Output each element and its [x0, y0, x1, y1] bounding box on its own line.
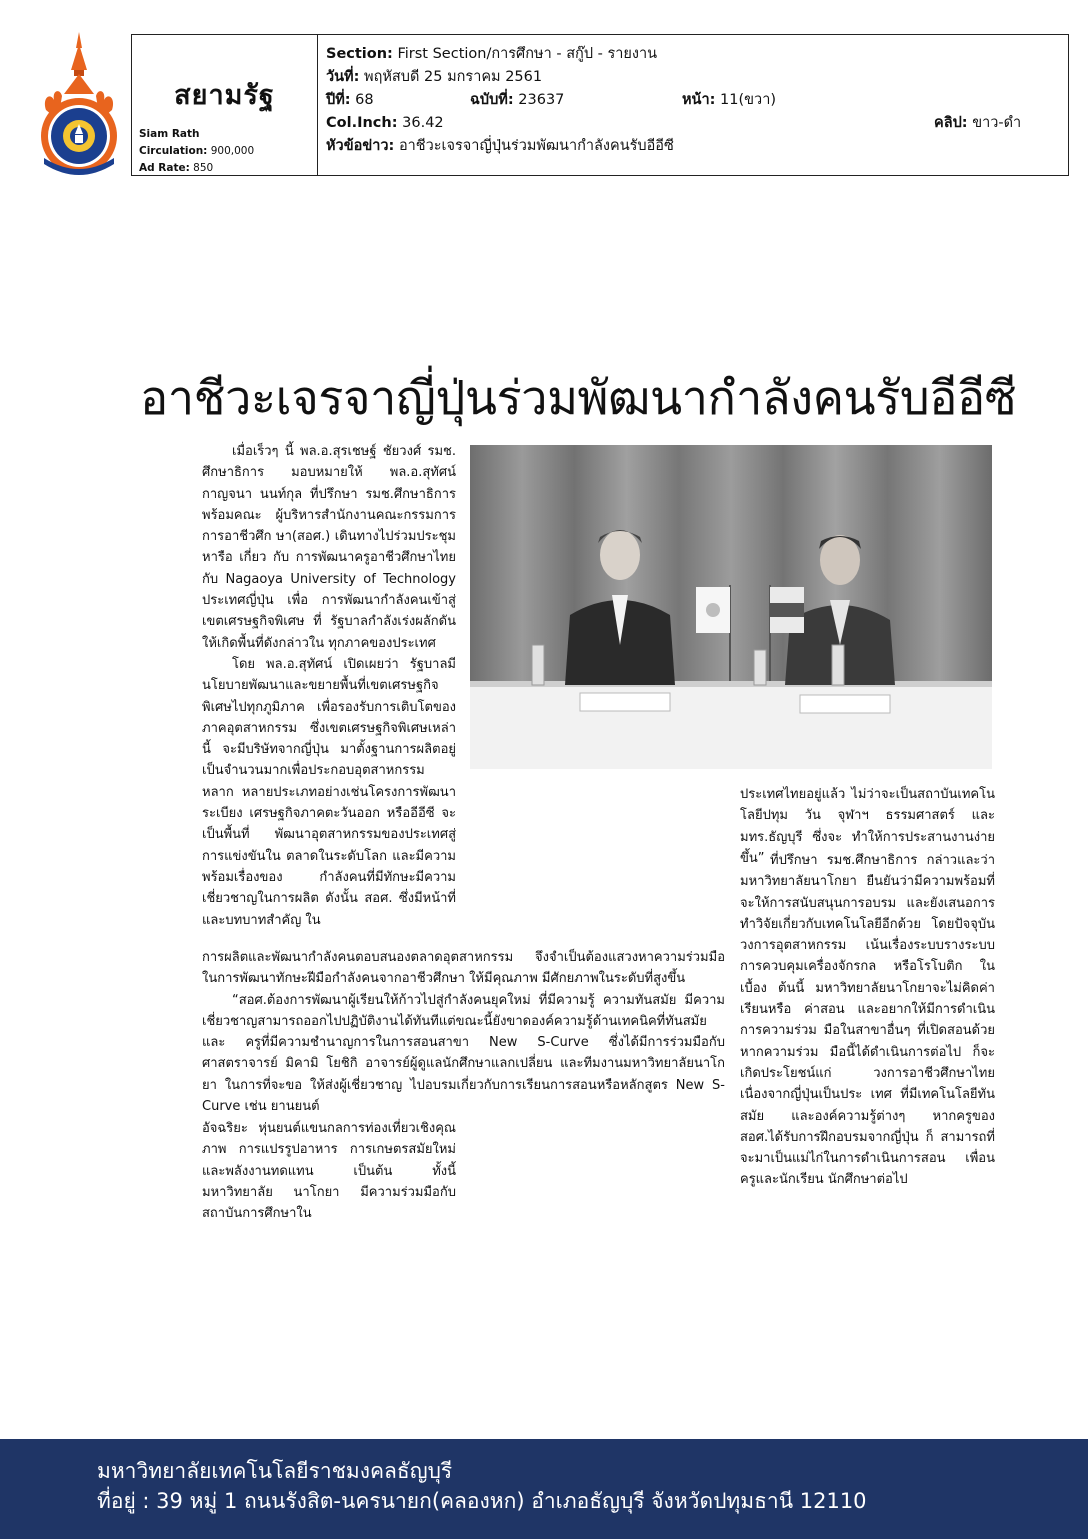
page-value: 11(ขวา) [720, 92, 776, 108]
circulation-value: 900,000 [210, 145, 255, 157]
section-value: First Section/การศึกษา - สกู๊ป - รายงาน [397, 46, 658, 62]
clipping-details [326, 43, 1060, 158]
colinch-value: 36.42 [402, 115, 444, 131]
issue-row [326, 89, 1060, 112]
article-paragraph: การผลิตและพัฒนากำลังคนตอบสนองตลาดอุตสาหกรรม จึงจำเป็นต้องแสวงหาความร่วมมือ ในการพัฒนาทักษะฝีมือกำลังคนจากอาชีวศึกษา ให้มีคุณภาพ มีศักยภาพในระดับที่สูงขึ้น [202, 950, 725, 987]
colinch-row [326, 112, 1060, 135]
ad-rate-value: 850 [193, 162, 214, 174]
article-column-left [202, 441, 456, 931]
topic-value: อาชีวะเจรจาญี่ปุ่นร่วมพัฒนากำลังคนรับอีอีซี [398, 138, 674, 154]
date-value: พฤหัสบดี 25 มกราคม 2561 [364, 69, 543, 85]
article-paragraph: เมื่อเร็วๆ นี้ พล.อ.สุรเชษฐ์ ชัยวงศ์ รมช. ศึกษาธิการ มอบหมายให้ พล.อ.สุทัศน์ กาญจนา นนท์กุล ที่ปรึกษา รมช.ศึกษาธิการ พร้อมคณะ ผู้บริหารสำนักงานคณะกรรมการการอาชีวศึก ษา(สอศ.) เดินทางไปร่วมประชุมหารือ เกี่ยว กับ การพัฒนาครูอาชีวศึกษาไทย กับ Nagaoya University of Technology ประเทศญี่ปุ่น เพื่อ การพัฒนากำลังคนเข้าสู่เขตเศรษฐกิจพิเศษ ที่ รัฐบาลกำลังเร่งผลักดันให้เกิดพื้นที่ดังกล่าวใน ทุกภาคของประเทศ [202, 444, 456, 651]
newspaper-meta [139, 126, 254, 177]
article-paragraph: โดย พล.อ.สุทัศน์ เปิดเผยว่า รัฐบาลมี นโยบายพัฒนาและขยายพื้นที่เขตเศรษฐกิจ พิเศษไปทุกภูมิภาค เพื่อรองรับการเติบโตของ ภาคอุตสาหกรรม ซึ่งเขตเศรษฐกิจพิเศษเหล่า นี้ จะมีบริษัทจากญี่ปุ่น มาตั้งฐานการผลิตอยู่ เป็นจำนวนมากเพื่อประกอบอุตสาหกรรมหลาก หลายประเภทอย่างเช่นโครงการพัฒนาระเบียง เศรษฐกิจภาคตะวันออก หรืออีอีซี จะเป็นพื้นที่ พัฒนาอุตสาหกรรมของประเทศสู่การแข่งขันใน ตลาดในระดับโลก และมีความพร้อมเรื่องของ กำลังคนที่มีทักษะมีความเชี่ยวชาญในการผลิต ดังนั้น สอศ. ซึ่งมีหน้าที่และบทบาทสำคัญ ใน [202, 656, 456, 928]
article-paragraph: อัจฉริยะ หุ่นยนต์แขนกลการท่องเที่ยวเชิงคุณ ภาพ การแปรรูปอาหาร การเกษตรสมัยใหม่ และพลังงานทดแทน เป็นต้น ทั้งนี้ มหาวิทยาลัย นาโกยา มีความร่วมมือกับสถาบันการศึกษาใน [202, 1121, 456, 1222]
year-label: ปีที่: [326, 92, 351, 108]
section-label: Section: [326, 46, 393, 62]
article-paragraph: “สอศ.ต้องการพัฒนาผู้เรียนให้ก้าวไปสู่กำลังคนยุคใหม่ ที่มีความรู้ ความทันสมัย มีความ เชี่ยวชาญสามารถออกไปปฏิบัติงานได้ทันทีแต่ขณะนี้ยังขาดองค์ความรู้ด้านเทคนิคที่ทันสมัย และ ครูที่มีความชำนาญการในการสอนสาขา New S-Curve ซึ่งได้มีการร่วมมือกับ ศาสตราจารย์ มิคามิ โยชิกิ อาจารย์ผู้ดูแลนักศึกษาแลกเปลี่ยน และทีมงานมหาวิทยาลัยนาโกยา ในการที่จะขอ ให้ส่งผู้เชี่ยวชาญ ไปอบรมเกี่ยวกับการเรียนการสอนหรือหลักสูตร New S-Curve เช่น ยานยนต์ [202, 992, 725, 1115]
ad-rate-label: Ad Rate: [139, 162, 190, 174]
article-column-right [740, 850, 995, 1191]
article-paragraph: ที่ปรึกษา รมช.ศึกษาธิการ กล่าวและว่า มหาวิทยาลัยนาโกยา ยืนยันว่ามีความพร้อมที่ จะให้การสนับสนุนการอบรม และยังเสนอการ ทำวิจัยเกี่ยวกับเทคโนโลยีอีกด้วย โดยปัจจุบัน วงการอุตสาหกรรม เน้นเรื่องระบบรางระบบ การควบคุมเครื่องจักรกล หรือโรโบติก ในเบื้อง ต้นนี้ มหาวิทยาลัยนาโกยาจะไม่คิดค่าเรียนหรือ ค่าสอน และอยากให้มีการดำเนินการความร่วม มือในสาขาอื่นๆ ที่เปิดสอนด้วย หากความร่วม มือนี้ได้ดำเนินการต่อไป ก็จะเกิดประโยชน์แก่ วงการอาชีวศึกษาไทย เนื่องจากญี่ปุ่นเป็นประ เทศ ที่มีเทคโนโลยีทันสมัย และองค์ความรู้ต่างๆ หากครูของ สอศ.ได้รับการฝึกอบรมจากญี่ปุ่น ก็ สามารถที่จะมาเป็นแม่ไก่ในการดำเนินการสอน เพื่อนครูและนักเรียน นักศึกษาต่อไป [740, 853, 995, 1188]
clipping-header [131, 34, 1069, 176]
newspaper-info [132, 35, 318, 175]
issue-label: ฉบับที่: [470, 92, 514, 108]
topic-row [326, 135, 1060, 158]
meeting-photo [470, 445, 992, 769]
paper-en-name: Siam Rath [139, 128, 200, 140]
newspaper-name: สยามรัฐ [174, 80, 275, 111]
university-emblem-icon [38, 30, 120, 178]
colinch-label: Col.Inch: [326, 115, 398, 131]
year-value: 68 [355, 92, 374, 108]
footer-address: ที่อยู่ : 39 หมู่ 1 ถนนรังสิต-นครนายก(คลองหก) อำเภอธัญบุรี จังหวัดปทุมธานี 12110 [97, 1489, 867, 1513]
article-column-bottom-left [202, 1118, 456, 1224]
date-row [326, 66, 1060, 89]
circulation-label: Circulation: [139, 145, 208, 157]
article-wide-section [202, 947, 725, 1117]
footer-university-name: มหาวิทยาลัยเทคโนโลยีราชมงคลธัญบุรี [97, 1459, 453, 1483]
article-headline: อาชีวะเจรจาญี่ปุ่นร่วมพัฒนากำลังคนรับอีอีซี [140, 371, 1017, 426]
topic-label: หัวข้อข่าว: [326, 138, 395, 154]
page-label: หน้า: [682, 92, 716, 108]
date-label: วันที่: [326, 69, 360, 85]
footer-bar [0, 1439, 1088, 1539]
clip-label: คลิป: [934, 115, 968, 131]
issue-value: 23637 [518, 92, 565, 108]
section-row [326, 43, 1060, 66]
clip-value: ขาว-ดำ [972, 115, 1022, 131]
article-paragraph: ประเทศไทยอยู่แล้ว ไม่ว่าจะเป็นสถาบันเทคโน โลยีปทุม วัน จุฬาฯ ธรรมศาสตร์ และ มทร.ธัญบุรี ซึ่งจะ ทำให้การประสานงานง่ายขึ้น” [740, 787, 995, 866]
